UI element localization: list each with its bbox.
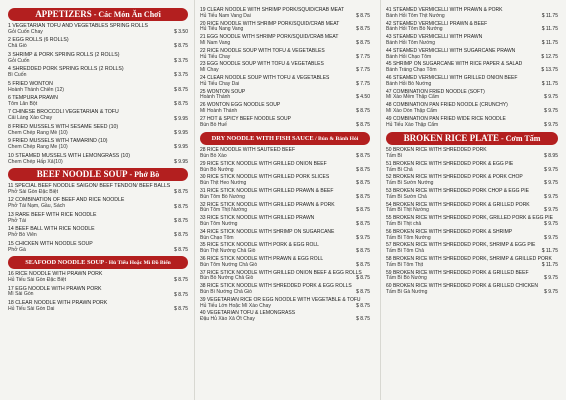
item-name: 13 RARE BEEF WITH RICE NOODLE bbox=[8, 211, 97, 218]
item-name: 16 RICE NOODLE WITH PRAWN PORK bbox=[8, 271, 103, 278]
item-name: 35 RICE STICK NOODLE WITH PORK & EGG ROLL bbox=[200, 242, 319, 249]
item-name: 21 EGG NOODLE WITH SHRIMP PORK/SQUID/CRAB MEAT bbox=[200, 34, 339, 41]
noodle-soup-continued-list bbox=[200, 8, 370, 128]
menu-item bbox=[8, 301, 188, 313]
item-name: 57 BROKEN RICE WITH SHREDDED PORK, SHRIMP & EGG PIE bbox=[386, 242, 536, 249]
item-name: 24 CLEAR NOODLE SOUP WITH TOFU & VEGETABLES bbox=[200, 74, 330, 81]
item-name-vietnamese: Phở Gà bbox=[8, 246, 26, 253]
item-price: $ 3.50 bbox=[174, 29, 188, 36]
menu-item bbox=[386, 175, 558, 187]
item-name-vietnamese: Hủ Tiếu Chay Dai bbox=[200, 80, 240, 87]
menu-item bbox=[8, 287, 188, 299]
menu-item bbox=[8, 82, 188, 94]
item-name-vietnamese: Tôm Lăn Bột bbox=[8, 101, 38, 107]
item-name-vietnamese: Bún Tôm Nướng Chả Giò bbox=[200, 261, 258, 268]
item-price: $ 9.75 bbox=[544, 94, 558, 101]
menu-item bbox=[200, 35, 370, 47]
item-name: 47 COMBINATION FRIED NOODLE (SOFT) bbox=[386, 88, 485, 95]
item-name: 25 WONTON SOUP bbox=[200, 88, 246, 95]
menu-item bbox=[8, 198, 188, 210]
section-header-appetizers: APPETIZERS - Các Món Ăn Chơi bbox=[8, 8, 188, 21]
menu-item bbox=[8, 38, 188, 50]
menu-item bbox=[8, 139, 188, 151]
item-name-vietnamese: Tấm Bì Tôm Nướng bbox=[386, 234, 431, 241]
item-name: 26 WONTON EGG NOODLE SOUP bbox=[200, 102, 281, 109]
item-price: $ 9.75 bbox=[544, 288, 558, 295]
menu-column-right bbox=[386, 8, 558, 298]
item-name-vietnamese: Chem Chép Rang Mè (10) bbox=[8, 129, 68, 136]
item-name-vietnamese: Bún Bì Nướng Chả Giò bbox=[200, 288, 252, 295]
item-price: $ 8.75 bbox=[174, 217, 188, 224]
item-name-vietnamese: Mì Nam Vang bbox=[200, 39, 231, 46]
fold-line bbox=[380, 0, 381, 400]
menu-item bbox=[8, 154, 188, 166]
item-name-vietnamese: Phở Sài Gòn Đặc Biệt bbox=[8, 189, 59, 196]
item-price: $ 8.75 bbox=[174, 232, 188, 239]
item-name-vietnamese: Chem Chép Hấp Xả(10) bbox=[8, 158, 63, 165]
item-name-vietnamese: Bún Bò Xào bbox=[200, 153, 227, 159]
item-price: $ 8.75 bbox=[174, 86, 188, 93]
menu-item bbox=[8, 24, 188, 36]
item-name-vietnamese: Mì Xào Dòn Thập Cẩm bbox=[386, 107, 438, 114]
menu-item bbox=[200, 203, 370, 215]
menu-item bbox=[8, 242, 188, 254]
item-name: 14 BEEF BALL WITH RICE NOODLE bbox=[8, 226, 95, 233]
item-name-vietnamese: Phở Bò Viên bbox=[8, 232, 37, 239]
menu-item bbox=[386, 8, 558, 20]
item-price: $ 12.75 bbox=[541, 53, 558, 60]
item-name: 45 SHRIMP ON SUGARCANE WITH RICE PAPER & SALAD bbox=[386, 61, 523, 68]
item-name: 42 STEAMED VERMICELLI PRAWN & BEEF bbox=[386, 20, 488, 27]
item-name-vietnamese: Bún Bò Nướng Chả Giò bbox=[200, 275, 254, 282]
item-name-vietnamese: Hủ Tiếu Nam Vang Dai bbox=[200, 12, 251, 19]
item-price: $ 8.75 bbox=[174, 189, 188, 196]
menu-item bbox=[8, 184, 188, 196]
item-name: 39 VEGETARIAN RICE OR EGG NOODLE WITH VEGETABLE & TOFU bbox=[200, 296, 361, 303]
menu-item bbox=[200, 148, 370, 160]
item-name-vietnamese: Chả Giò bbox=[8, 43, 27, 50]
item-price: $ 8.75 bbox=[356, 193, 370, 200]
menu-item bbox=[200, 230, 370, 242]
item-name-vietnamese: Tấm Bì Tôm Chả bbox=[386, 248, 424, 255]
item-name-vietnamese: Hủ Tiếu Sài Gòn Dai bbox=[8, 305, 55, 312]
item-price: $ 8.75 bbox=[356, 39, 370, 46]
item-name-vietnamese: Bún Chạo Tôm bbox=[200, 234, 234, 241]
item-name-vietnamese: Bún Bò Huế bbox=[200, 121, 227, 128]
item-name: 43 STEAMED VERMICELLI WITH PRAWN bbox=[386, 34, 483, 41]
item-name: 44 STEAMED VERMICELLI WITH SUGARCANE PRAWN bbox=[386, 47, 516, 54]
item-price: $ 8.75 bbox=[356, 207, 370, 214]
menu-item bbox=[200, 189, 370, 201]
item-name-vietnamese: Tấm Bì bbox=[386, 153, 403, 159]
item-name-vietnamese: Bún Tôm Nướng bbox=[200, 220, 238, 227]
menu-item bbox=[200, 117, 370, 129]
menu-item bbox=[200, 175, 370, 187]
menu-item bbox=[386, 162, 558, 174]
item-name-vietnamese: Bánh Tráng Chạo Tôm bbox=[386, 67, 437, 74]
menu-item bbox=[200, 257, 370, 269]
item-price: $ 8.75 bbox=[356, 316, 370, 323]
item-name: 33 RICE STICK NOODLE WITH GRILLED PRAWN bbox=[200, 215, 315, 222]
item-name: 40 VEGETARIAN TOFU & LEMONGRASS bbox=[200, 310, 296, 317]
section-header-broken-rice: BROKEN RICE PLATE - Cơm Tấm bbox=[386, 132, 558, 145]
item-price: $ 9.75 bbox=[544, 220, 558, 227]
item-price: $ 7.75 bbox=[356, 53, 370, 60]
item-price: $ 9.95 bbox=[174, 158, 188, 165]
item-price: $ 8.75 bbox=[356, 275, 370, 282]
item-name: 6 TEMPURA PRAWN bbox=[8, 95, 58, 102]
item-price: $ 9.75 bbox=[544, 234, 558, 241]
item-price: $ 4.50 bbox=[356, 94, 370, 101]
item-price: $ 11.75 bbox=[541, 261, 558, 268]
item-name-vietnamese: Tấm Bì Chả bbox=[386, 166, 413, 173]
item-price: $ 9.75 bbox=[544, 166, 558, 173]
item-price: $ 11.75 bbox=[541, 26, 558, 33]
item-name: 7 CHINESE BROCCOLI VEGETARIAN & TOFU bbox=[8, 109, 119, 116]
item-name: 3 SHRIMP & PORK SPRING ROLLS (2 ROLLS) bbox=[8, 51, 120, 58]
item-name: 5 FRIED WONTON bbox=[8, 80, 53, 87]
menu-item bbox=[200, 298, 370, 310]
item-price: $ 9.75 bbox=[544, 207, 558, 214]
menu-item bbox=[200, 284, 370, 296]
item-name: 32 RICE STICK NOODLE WITH GRILLED PRAWN & PORK bbox=[200, 201, 335, 208]
item-name: 30 RICE STICK NOODLE WITH GRILLED PORK SLICES bbox=[200, 174, 330, 181]
item-name-vietnamese: Tấm Bì Thịt chả bbox=[386, 220, 422, 227]
item-name: 37 RICE STICK NOODLE WITH GRILLED ONION BEEF & EGG ROLLS bbox=[200, 269, 362, 276]
menu-item bbox=[200, 62, 370, 74]
item-price: $ 8.75 bbox=[356, 26, 370, 33]
item-price: $ 8.75 bbox=[174, 305, 188, 312]
item-name-vietnamese: Bún Bò Nướng bbox=[200, 166, 234, 173]
item-name-vietnamese: Cải Làng Xào Chay bbox=[8, 115, 53, 122]
item-name-vietnamese: Hủ Tiếu Nang Vang bbox=[200, 26, 244, 33]
menu-item bbox=[8, 125, 188, 137]
broken-rice-list bbox=[386, 148, 558, 295]
item-name-vietnamese: Chem Chép Rang Me (10) bbox=[8, 144, 68, 151]
item-price: $ 8.75 bbox=[356, 107, 370, 114]
item-name-vietnamese: Hủ Tiếu Xào Thập Cẩm bbox=[386, 121, 439, 128]
item-price: $ 9.95 bbox=[174, 115, 188, 122]
item-name: 29 RICE STICK NOODLE WITH GRILLED ONION BEEF bbox=[200, 160, 327, 167]
item-name: 50 BROKEN RICE WITH SHREDDED PORK bbox=[386, 147, 487, 154]
item-name: 15 CHICKEN WITH NOODLE SOUP bbox=[8, 240, 93, 247]
beef-noodle-list bbox=[8, 184, 188, 253]
item-name-vietnamese: Tấm Bì Sườn Chả bbox=[386, 193, 427, 200]
item-name: 51 BROKEN RICE WITH SHREDDED PORK & EGG PIE bbox=[386, 160, 514, 167]
item-price: $ 9.75 bbox=[544, 107, 558, 114]
item-name: 12 COMBINATION OF BEEF AND RICE NOODLE bbox=[8, 197, 125, 204]
menu-column-left bbox=[8, 8, 188, 315]
item-name: 34 RICE STICK NOODLE WITH SHRIMP ON SUGARCANE bbox=[200, 228, 335, 235]
menu-item bbox=[386, 22, 558, 34]
item-name: 46 STEAMED VERMICELLI WITH GRILLED ONION BEEF bbox=[386, 74, 518, 81]
item-price: $ 8.75 bbox=[174, 291, 188, 298]
item-price: $ 8.75 bbox=[356, 12, 370, 19]
menu-item bbox=[200, 76, 370, 88]
appetizers-list bbox=[8, 24, 188, 165]
menu-item bbox=[386, 216, 558, 228]
menu-item bbox=[386, 230, 558, 242]
item-price: $ 8.75 bbox=[356, 121, 370, 128]
item-price: $ 7.75 bbox=[356, 67, 370, 74]
item-name-vietnamese: Hoành Thánh bbox=[200, 94, 231, 101]
menu-item bbox=[386, 90, 558, 102]
menu-item bbox=[386, 148, 558, 160]
item-name-vietnamese: Tấm Bì Gà Nướng bbox=[386, 288, 428, 295]
item-name: 28 RICE NOODLE WITH SAUTEED BEEF bbox=[200, 147, 296, 154]
item-name: 31 RICE STICK NOODLE WITH GRILLED PRAWN & BEEF bbox=[200, 188, 334, 195]
menu-item bbox=[386, 243, 558, 255]
item-name: 1 VEGETARIAN TOFU AND VEGETABLES SPRING ROLLS bbox=[8, 23, 149, 29]
item-price: $ 8.75 bbox=[356, 248, 370, 255]
item-name-vietnamese: Bánh Hỏi Tôm Nướng bbox=[386, 39, 436, 46]
item-name: 56 BROKEN RICE WITH SHREDDED PORK & SHRIMP bbox=[386, 228, 513, 235]
section-header-beef-noodle-soup: BEEF NOODLE SOUP - Phở Bò bbox=[8, 168, 188, 181]
item-name-vietnamese: Bánh Hỏi Tôm Bò Nướng bbox=[386, 26, 443, 33]
item-name-vietnamese: Bánh Hỏi Chạo Tôm bbox=[386, 53, 432, 60]
menu-item bbox=[200, 216, 370, 228]
menu-item bbox=[200, 8, 370, 20]
section-header-seafood-noodle-soup: SEAFOOD NOODLE SOUP - Hủ Tiếu Hoặc Mì Đồ Biển bbox=[8, 256, 188, 269]
item-price: $ 9.75 bbox=[544, 193, 558, 200]
item-name: 38 RICE STICK NOODLE WITH SHREDDED PORK & EGG ROLLS bbox=[200, 283, 352, 290]
item-name: 52 BROKEN RICE WITH SHREDDED PORK & PORK CHOP bbox=[386, 174, 523, 181]
item-name: 22 RICE NOODLE SOUP WITH TOFU & VEGETABLES bbox=[200, 47, 325, 54]
item-name-vietnamese: Mì Hoành Thánh bbox=[200, 107, 238, 114]
menu-item bbox=[386, 35, 558, 47]
item-name-vietnamese: Hủ Tiếu Sài Gòn Đặc Biệt bbox=[8, 277, 67, 284]
menu-item bbox=[8, 227, 188, 239]
item-name-vietnamese: Mì Xào Mềm Thập Cẩm bbox=[386, 94, 439, 101]
item-name: 23 EGG NOODLE SOUP WITH TOFU & VEGETABLES bbox=[200, 61, 324, 68]
item-name: 20 RICE NOODLE WITH SHRIMP PORK/SQUID/CRAB MEAT bbox=[200, 20, 340, 27]
item-name: 54 BROKEN RICE WITH SHREDDED PORK & GRILLED PORK bbox=[386, 201, 530, 208]
item-name: 27 HOT & SPICY BEEF NOODLE SOUP bbox=[200, 115, 291, 122]
item-name-vietnamese: Tấm Bì Thịt Nướng bbox=[386, 207, 429, 214]
menu-item bbox=[386, 62, 558, 74]
item-price: $ 13.75 bbox=[541, 67, 558, 74]
item-name: 53 BROKEN RICE WITH SHREDDED PORK CHOP & EGG PIE bbox=[386, 188, 529, 195]
item-price: $ 9.75 bbox=[544, 275, 558, 282]
item-name-vietnamese: Đậu Hủ Xào Xả Ớt Chay bbox=[200, 316, 255, 323]
menu-item bbox=[386, 284, 558, 296]
item-price: $ 8.75 bbox=[356, 261, 370, 268]
item-name-vietnamese: Phở Tái bbox=[8, 217, 26, 224]
item-price: $ 8.75 bbox=[356, 166, 370, 173]
menu-item bbox=[200, 49, 370, 61]
menu-item bbox=[8, 110, 188, 122]
item-price: $ 8.75 bbox=[356, 153, 370, 159]
item-price: $ 8.75 bbox=[356, 302, 370, 309]
item-name-vietnamese: Bún Tôm Thịt Nướng bbox=[200, 207, 248, 214]
seafood-noodle-list bbox=[8, 272, 188, 313]
item-name: 18 CLEAR NOODLE WITH PRAWN PORK bbox=[8, 299, 108, 306]
item-price: $ 11.75 bbox=[541, 248, 558, 255]
menu-item bbox=[8, 53, 188, 65]
item-price: $ 8.75 bbox=[174, 101, 188, 108]
item-name-vietnamese: Bún Thịt Heo Nướng bbox=[200, 180, 247, 187]
item-price: $ 11.75 bbox=[541, 80, 558, 87]
item-name-vietnamese: Hủ Tiếu Lớn Hoặc Mì Xào Chay bbox=[200, 302, 271, 309]
menu-item bbox=[200, 22, 370, 34]
menu-item bbox=[386, 271, 558, 283]
item-name-vietnamese: Mì Sài Gòn bbox=[8, 291, 34, 298]
menu-item bbox=[8, 272, 188, 284]
menu-item bbox=[8, 67, 188, 79]
item-name: 58 BROKEN RICE WITH SHREDDED PORK, SHRIMP & GRILLED PORK bbox=[386, 256, 552, 262]
vermicelli-list bbox=[386, 8, 558, 128]
item-name: 2 EGG ROLLS (6 ROLLS) bbox=[8, 37, 69, 44]
menu-item bbox=[200, 311, 370, 323]
item-name: 11 SPECIAL BEEF NOODLE SAIGON/ BEEF TENDON/ BEEF BALLS bbox=[8, 183, 171, 190]
menu-item bbox=[200, 243, 370, 255]
item-name-vietnamese: Hoành Thánh Chiên (12) bbox=[8, 86, 64, 93]
menu-item bbox=[200, 103, 370, 115]
menu-item bbox=[8, 96, 188, 108]
menu-item bbox=[386, 189, 558, 201]
item-name: 55 BROKEN RICE WITH SHREDDED PORK, GRILLED PORK & EGG PIE bbox=[386, 215, 553, 222]
item-price: $ 9.75 bbox=[544, 121, 558, 128]
item-name: 19 CLEAR NOODLE WITH SHRIMP PORK/SQUID/CRAB MEAT bbox=[200, 7, 345, 13]
item-name-vietnamese: Bì Cuốn bbox=[8, 72, 27, 79]
item-price: $ 8.75 bbox=[174, 277, 188, 284]
menu-item bbox=[200, 271, 370, 283]
item-name: 9 FRIED MUSSELS WITH TAMARIND (10) bbox=[8, 138, 108, 145]
item-price: $ 8.75 bbox=[356, 288, 370, 295]
item-name-vietnamese: Hủ Tiếu Chay bbox=[200, 53, 231, 60]
item-price: $ 8.75 bbox=[174, 43, 188, 50]
item-price: $ 9.95 bbox=[174, 129, 188, 136]
item-name-vietnamese: Tấm Bì Bò Nướng bbox=[386, 275, 427, 282]
item-price: $ 8.75 bbox=[356, 220, 370, 227]
item-name-vietnamese: Phở Tái Nạm, Gầu, Sách bbox=[8, 203, 66, 210]
item-name-vietnamese: Bánh Hỏi Tôm Thịt Nướng bbox=[386, 12, 445, 19]
section-header-dry-noodle: DRY NOODLE WITH FISH SAUCE / Bún & Bánh Hỏi bbox=[200, 132, 370, 145]
menu-item bbox=[386, 257, 558, 269]
item-name-vietnamese: Tấm Bì Sườn Nướng bbox=[386, 180, 434, 187]
item-name-vietnamese: Bún Thịt Nướng Chả Giò bbox=[200, 248, 256, 255]
item-name: 36 RICE STICK NOODLE WITH PRAWN & EGG ROLL bbox=[200, 256, 324, 262]
menu-column-middle bbox=[200, 8, 370, 325]
item-price: $ 9.75 bbox=[356, 234, 370, 241]
item-price: $ 8.75 bbox=[356, 180, 370, 187]
item-price: $ 7.75 bbox=[356, 80, 370, 87]
item-name: 48 COMBINATION PAN FRIED NOODLE (CRUNCHY) bbox=[386, 102, 508, 109]
menu-item bbox=[200, 162, 370, 174]
item-price: $ 8.75 bbox=[174, 246, 188, 253]
item-name: 59 BROKEN RICE WITH SHREDDED PORK & GRILLED BEEF bbox=[386, 269, 529, 276]
menu-item bbox=[386, 103, 558, 115]
item-name-vietnamese: Mì Chay bbox=[200, 67, 219, 74]
item-price: $ 11.75 bbox=[541, 12, 558, 19]
item-name: 4 SHREDDED PORK SPRING ROLLS (2 ROLLS) bbox=[8, 66, 124, 73]
item-price: $ 8.75 bbox=[174, 203, 188, 210]
item-price: $ 3.75 bbox=[174, 57, 188, 64]
item-name: 17 EGG NOODLE WITH PRAWN PORK bbox=[8, 285, 102, 292]
menu-item bbox=[386, 76, 558, 88]
item-price: $ 8.95 bbox=[544, 153, 558, 159]
item-name-vietnamese: Tấm Bì Tôm Thịt bbox=[386, 261, 424, 268]
item-name: 60 BROKEN RICE WITH SHREDDED PORK & GRILLED CHICKEN bbox=[386, 283, 538, 290]
menu-item bbox=[386, 117, 558, 129]
item-price: $ 11.75 bbox=[541, 39, 558, 46]
item-name: 49 COMBINATION PAN FRIED WIDE RICE NOODLE bbox=[386, 115, 506, 122]
item-name: 8 FRIED MUSSELS WITH SESAME SEED (10) bbox=[8, 123, 119, 130]
menu-item bbox=[386, 49, 558, 61]
item-name: 41 STEAMED VERMICELLI WITH PRAWN & PORK bbox=[386, 7, 503, 13]
item-name-vietnamese: Bánh Hỏi Bò Nướng bbox=[386, 80, 432, 87]
item-name-vietnamese: Gỏi Cuốn bbox=[8, 57, 30, 64]
item-name-vietnamese: Bún Tôm Bò Nướng bbox=[200, 193, 245, 200]
item-price: $ 3.75 bbox=[174, 72, 188, 79]
menu-item bbox=[200, 90, 370, 102]
dry-noodle-list bbox=[200, 148, 370, 323]
item-price: $ 9.95 bbox=[174, 144, 188, 151]
item-name: 10 STEAMED MUSSELS WITH LEMONGRASS (10) bbox=[8, 152, 130, 159]
fold-line bbox=[194, 0, 195, 400]
menu-item bbox=[386, 203, 558, 215]
item-name-vietnamese: Gỏi Cuốn Chay bbox=[8, 28, 43, 35]
menu-item bbox=[8, 213, 188, 225]
item-price: $ 9.75 bbox=[544, 180, 558, 187]
